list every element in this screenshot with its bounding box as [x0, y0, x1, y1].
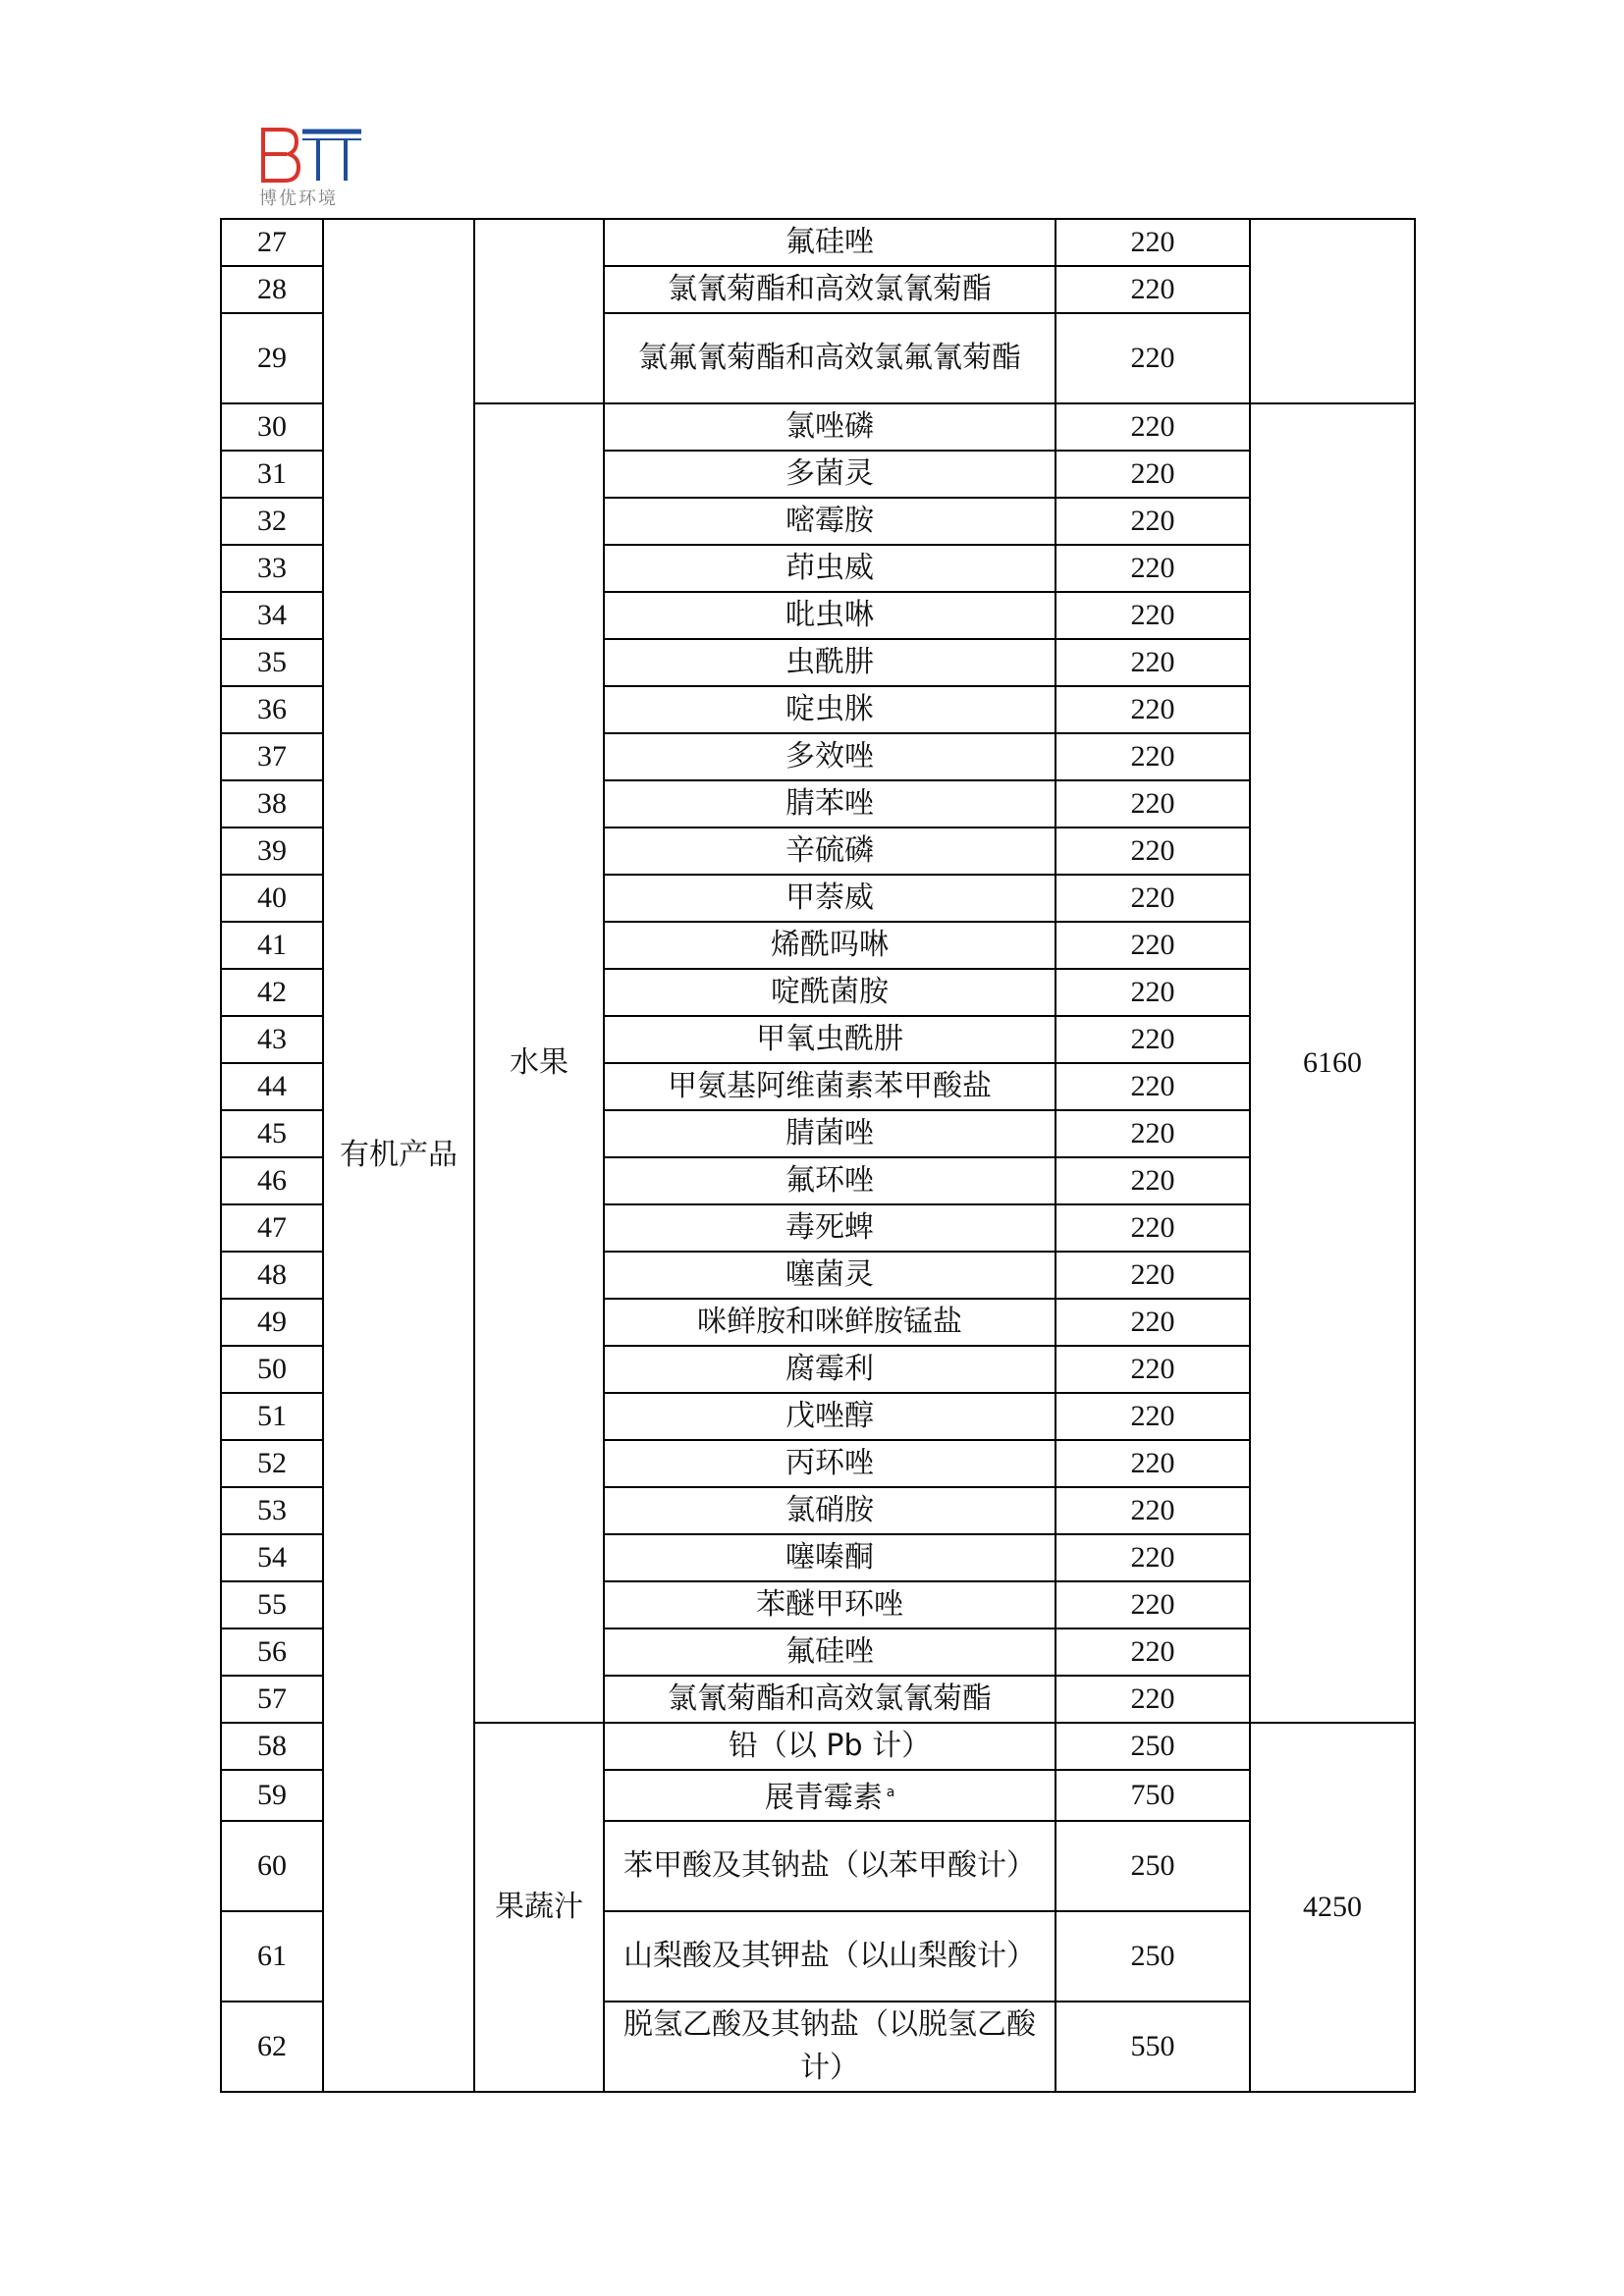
row-number: 33: [221, 545, 323, 592]
footnote-marker: a: [886, 1785, 895, 1800]
row-number: 48: [221, 1252, 323, 1299]
item-value: 220: [1056, 733, 1250, 780]
item-value: 220: [1056, 1629, 1250, 1676]
item-name: 铅（以 Pb 计）: [604, 1723, 1056, 1770]
row-number: 59: [221, 1770, 323, 1821]
row-number: 57: [221, 1676, 323, 1723]
item-name: 氯氟氰菊酯和高效氯氟氰菊酯: [604, 313, 1056, 403]
item-name: 氟硅唑: [604, 219, 1056, 266]
item-value: 220: [1056, 1487, 1250, 1534]
item-value: 220: [1056, 1440, 1250, 1487]
row-number: 45: [221, 1110, 323, 1157]
item-name: 氯唑磷: [604, 403, 1056, 451]
item-value: 220: [1056, 1676, 1250, 1723]
item-value: 250: [1056, 1821, 1250, 1911]
row-number: 58: [221, 1723, 323, 1770]
subcategory-cell: [474, 219, 604, 403]
item-value: 220: [1056, 451, 1250, 498]
item-name: 甲氧虫酰肼: [604, 1016, 1056, 1063]
row-number: 40: [221, 875, 323, 922]
row-number: 44: [221, 1063, 323, 1110]
row-number: 38: [221, 780, 323, 828]
item-value: 220: [1056, 1063, 1250, 1110]
item-name: 腈菌唑: [604, 1110, 1056, 1157]
item-value: 220: [1056, 1534, 1250, 1581]
row-number: 28: [221, 266, 323, 313]
logo-subtitle: 博优环境: [259, 188, 338, 209]
item-value: 220: [1056, 686, 1250, 733]
row-number: 60: [221, 1821, 323, 1911]
row-number: 36: [221, 686, 323, 733]
item-name: 腐霉利: [604, 1346, 1056, 1393]
item-value: 220: [1056, 498, 1250, 545]
item-value: 220: [1056, 1252, 1250, 1299]
item-name: 噻嗪酮: [604, 1534, 1056, 1581]
row-number: 50: [221, 1346, 323, 1393]
item-name: 氟环唑: [604, 1157, 1056, 1204]
item-value: 220: [1056, 639, 1250, 686]
subcategory-cell: 水果: [474, 403, 604, 1723]
item-name: 吡虫啉: [604, 592, 1056, 639]
subcategory-cell: 果蔬汁: [474, 1723, 604, 2092]
row-number: 49: [221, 1299, 323, 1346]
row-number: 41: [221, 922, 323, 969]
row-number: 54: [221, 1534, 323, 1581]
item-value: 220: [1056, 545, 1250, 592]
row-number: 39: [221, 828, 323, 875]
item-value: 220: [1056, 1016, 1250, 1063]
item-name: 腈苯唑: [604, 780, 1056, 828]
item-name: 展青霉素 $^a$: [604, 1770, 1056, 1821]
row-number: 31: [221, 451, 323, 498]
item-value: 220: [1056, 969, 1250, 1016]
row-number: 42: [221, 969, 323, 1016]
item-name: 氯氰菊酯和高效氯氰菊酯: [604, 266, 1056, 313]
item-name: 噻菌灵: [604, 1252, 1056, 1299]
table-row: [221, 219, 1415, 266]
item-name: 啶酰菌胺: [604, 969, 1056, 1016]
item-name: 氟硅唑: [604, 1629, 1056, 1676]
item-name: 戊唑醇: [604, 1393, 1056, 1440]
item-name: 甲氨基阿维菌素苯甲酸盐: [604, 1063, 1056, 1110]
item-name: 虫酰肼: [604, 639, 1056, 686]
btt-logo-icon: [257, 126, 365, 185]
item-value: 220: [1056, 1157, 1250, 1204]
row-number: 52: [221, 1440, 323, 1487]
item-value: 220: [1056, 828, 1250, 875]
item-name: 苯甲酸及其钠盐（以苯甲酸计）: [604, 1821, 1056, 1911]
row-number: 29: [221, 313, 323, 403]
item-value: 220: [1056, 266, 1250, 313]
row-number: 51: [221, 1393, 323, 1440]
item-value: 750: [1056, 1770, 1250, 1821]
group-total: [1250, 219, 1415, 403]
table-body: [221, 219, 1415, 2092]
item-value: 220: [1056, 1299, 1250, 1346]
item-name: 茚虫威: [604, 545, 1056, 592]
item-name: 山梨酸及其钾盐（以山梨酸计）: [604, 1911, 1056, 2002]
item-value: 220: [1056, 922, 1250, 969]
item-value: 220: [1056, 592, 1250, 639]
item-value: 220: [1056, 1110, 1250, 1157]
item-name: 氯硝胺: [604, 1487, 1056, 1534]
row-number: 30: [221, 403, 323, 451]
item-value: 220: [1056, 1204, 1250, 1252]
item-name: 啶虫脒: [604, 686, 1056, 733]
row-number: 46: [221, 1157, 323, 1204]
item-name: 多效唑: [604, 733, 1056, 780]
row-number: 47: [221, 1204, 323, 1252]
item-name: 烯酰吗啉: [604, 922, 1056, 969]
item-value: 550: [1056, 2002, 1250, 2092]
row-number: 53: [221, 1487, 323, 1534]
item-name: 丙环唑: [604, 1440, 1056, 1487]
item-value: 250: [1056, 1723, 1250, 1770]
row-number: 62: [221, 2002, 323, 2092]
item-name: 甲萘威: [604, 875, 1056, 922]
item-value: 220: [1056, 1581, 1250, 1629]
item-name: 嘧霉胺: [604, 498, 1056, 545]
item-name: 苯醚甲环唑: [604, 1581, 1056, 1629]
item-value: 220: [1056, 403, 1250, 451]
group-total: 6160: [1250, 403, 1415, 1723]
row-number: 32: [221, 498, 323, 545]
row-number: 34: [221, 592, 323, 639]
item-name: 咪鲜胺和咪鲜胺锰盐: [604, 1299, 1056, 1346]
row-number: 37: [221, 733, 323, 780]
category-cell: 有机产品: [323, 219, 474, 2092]
row-number: 55: [221, 1581, 323, 1629]
item-value: 220: [1056, 1346, 1250, 1393]
item-name: 毒死蜱: [604, 1204, 1056, 1252]
standards-table: [220, 218, 1416, 2093]
item-value: 220: [1056, 313, 1250, 403]
group-total: 4250: [1250, 1723, 1415, 2092]
row-number: 27: [221, 219, 323, 266]
item-name: 多菌灵: [604, 451, 1056, 498]
row-number: 35: [221, 639, 323, 686]
row-number: 61: [221, 1911, 323, 2002]
item-name: 氯氰菊酯和高效氯氰菊酯: [604, 1676, 1056, 1723]
row-number: 56: [221, 1629, 323, 1676]
item-value: 220: [1056, 1393, 1250, 1440]
item-name: 辛硫磷: [604, 828, 1056, 875]
item-name: 脱氢乙酸及其钠盐（以脱氢乙酸计）: [604, 2002, 1056, 2092]
row-number: 43: [221, 1016, 323, 1063]
item-value: 250: [1056, 1911, 1250, 2002]
item-value: 220: [1056, 219, 1250, 266]
item-value: 220: [1056, 780, 1250, 828]
item-value: 220: [1056, 875, 1250, 922]
